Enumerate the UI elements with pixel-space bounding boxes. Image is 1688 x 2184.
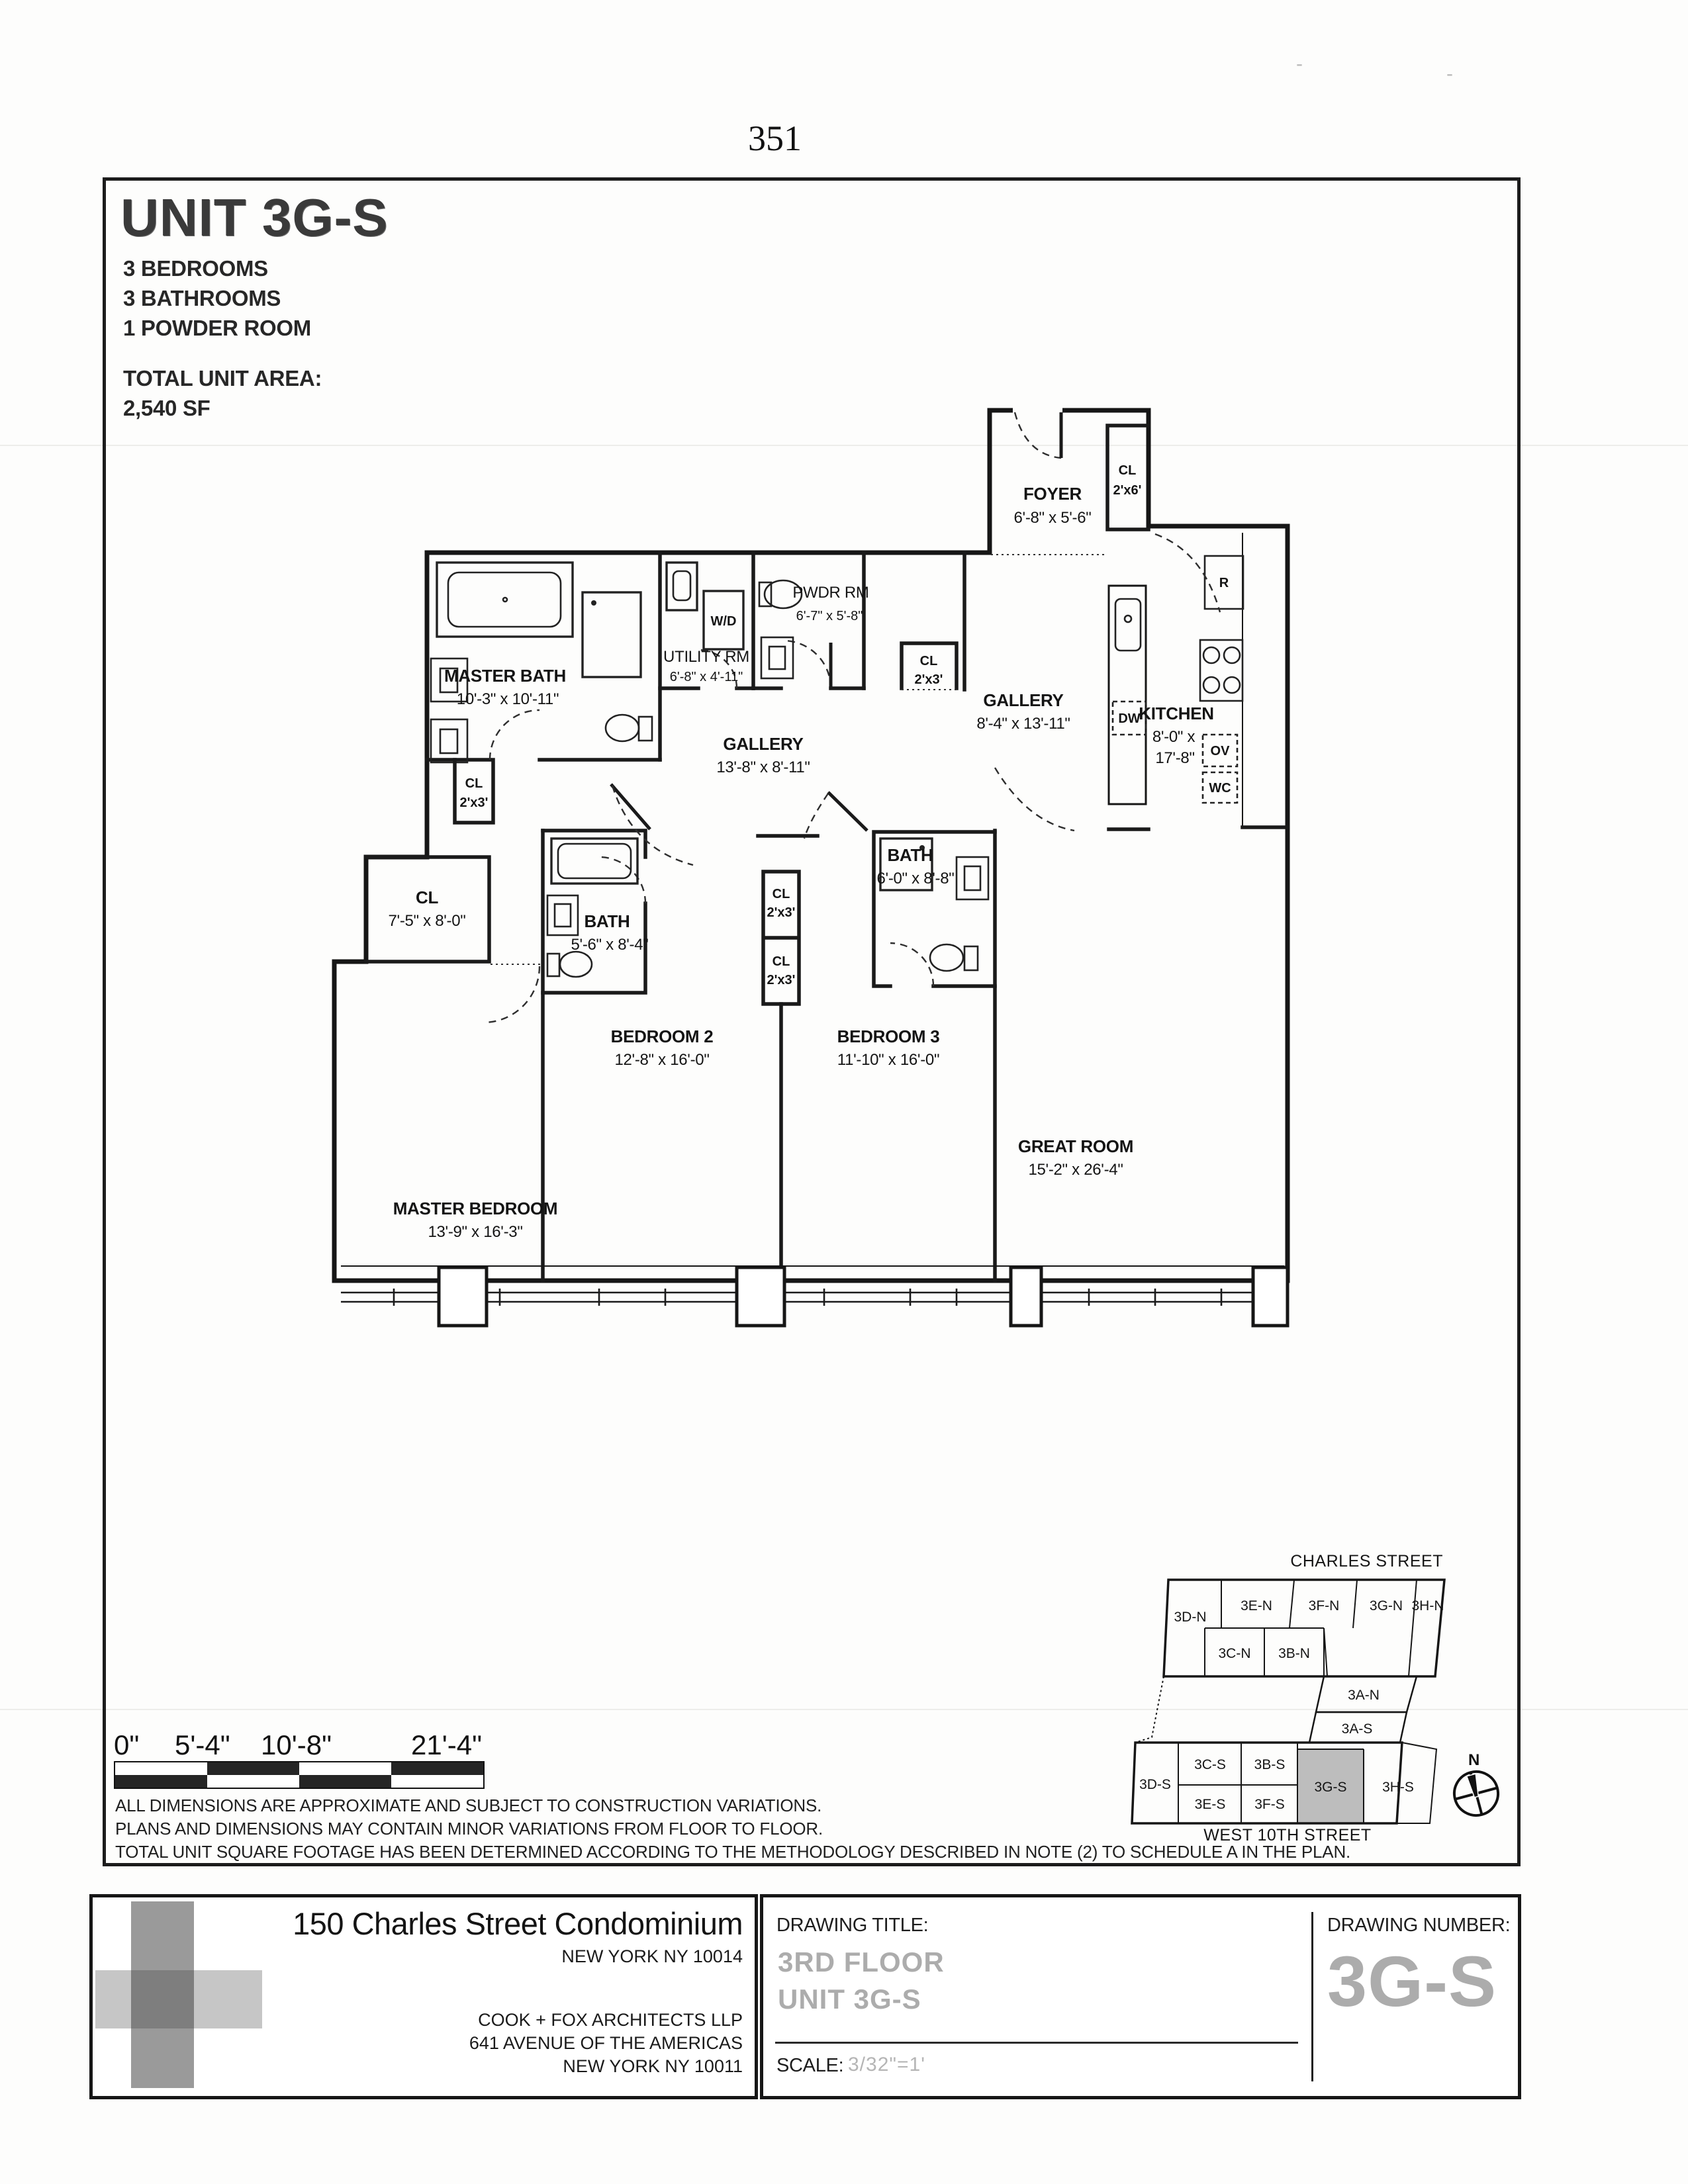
room-dims-bedroom3: 11'-10" x 16'-0"	[837, 1051, 940, 1069]
logo-cross-center	[131, 1970, 194, 2028]
room-dims-utility: 6'-8" x 4'-11"	[669, 670, 743, 684]
room-dims-foyer-cl: 2'x6'	[1113, 483, 1142, 498]
room-dims-bedroom2: 12'-8" x 16'-0"	[614, 1051, 710, 1069]
structural-column	[439, 1267, 487, 1326]
room-dims-gallery-e: 8'-4" x 13'-11"	[976, 715, 1070, 733]
range-burner	[1203, 677, 1219, 693]
compass-rose-icon	[1450, 1767, 1503, 1821]
room-dims-pwdr-cl: 2'x3'	[914, 672, 943, 687]
room-label-gallery-e: GALLERY	[983, 690, 1064, 710]
room-label-utility: UTILITY RM	[663, 648, 749, 666]
drawing-title-line2: UNIT 3G-S	[778, 1983, 921, 2015]
room-label-bath3: BATH	[887, 845, 933, 865]
master-bath-toilet	[606, 715, 639, 741]
room-dims-master-bath: 10'-3" x 10'-11"	[456, 690, 559, 708]
key-unit-3e-n: 3E-N	[1241, 1598, 1272, 1614]
room-label-mb-cl: CL	[465, 776, 483, 791]
bath3-sink-basin	[964, 866, 980, 890]
scale-tick-1: 5'-4"	[175, 1729, 230, 1760]
structural-column	[1011, 1267, 1041, 1326]
room-dims-gallery-w: 13'-8" x 8'-11"	[716, 758, 810, 776]
key-unit-3c-n: 3C-N	[1218, 1646, 1251, 1661]
master-bath-tub	[437, 563, 573, 637]
room-label-master-bath: MASTER BATH	[444, 666, 566, 686]
architect-city: NEW YORK NY 10011	[563, 2056, 743, 2076]
wine-cooler-label: WC	[1209, 781, 1231, 796]
scale-bar-ticks	[114, 1727, 482, 1761]
room-label-foyer: FOYER	[1023, 484, 1082, 504]
unit-outer-walls	[334, 410, 1288, 1281]
room-dims-mb-cl: 2'x3'	[459, 796, 489, 810]
pwdr-door-arc	[783, 641, 831, 688]
key-plan-upper-dividers	[1205, 1580, 1417, 1676]
entry-door-arc	[1015, 412, 1061, 458]
scale-tick-3: 21'-4"	[411, 1729, 482, 1760]
scale-bar	[114, 1727, 482, 1789]
unit-spec-bedrooms: 3 BEDROOMS	[123, 256, 268, 281]
master-bath-tub-drain	[503, 598, 507, 602]
bath3-toilet	[930, 944, 963, 971]
room-label-hall-cl-bottom: CL	[772, 954, 790, 969]
unit-title: UNIT 3G-S	[120, 188, 389, 247]
room-dims-great-room: 15'-2" x 26'-4"	[1028, 1161, 1123, 1179]
shower-head-icon	[591, 600, 596, 606]
master-bath-toilet-tank	[639, 717, 652, 741]
room-label-hall-cl-top: CL	[772, 887, 790, 901]
key-unit-3f-s: 3F-S	[1254, 1797, 1285, 1812]
unit-spec-bathrooms: 3 BATHROOMS	[123, 286, 281, 310]
scale-label: SCALE:	[776, 2055, 844, 2076]
room-dims-hall-cl-top: 2'x3'	[767, 905, 796, 920]
master-bath-shower	[583, 592, 641, 677]
project-zip: NEW YORK NY 10014	[561, 1946, 743, 1966]
key-unit-3a-s: 3A-S	[1341, 1721, 1373, 1737]
washer-dryer-label: W/D	[710, 614, 737, 629]
room-label-great-room: GREAT ROOM	[1017, 1136, 1134, 1156]
room-label-bath2: BATH	[584, 911, 630, 931]
key-unit-3b-s: 3B-S	[1254, 1757, 1286, 1772]
key-unit-3b-n: 3B-N	[1278, 1646, 1310, 1661]
room-dims-foyer: 6'-8" x 5'-6"	[1013, 509, 1092, 527]
room-label-kitchen: KITCHEN	[1139, 704, 1214, 723]
plan-sheet-frame	[103, 177, 1521, 1866]
drawing-number-label: DRAWING NUMBER:	[1327, 1915, 1511, 1936]
scan-artifact-dash: -	[1446, 63, 1453, 85]
room-dims-kitchen-2: 17'-8"	[1155, 749, 1195, 767]
bath3-toilet-tank	[964, 946, 978, 970]
room-dims-master-bedroom: 13'-9" x 16'-3"	[428, 1223, 523, 1241]
great-room-entry-arc	[995, 768, 1074, 831]
bath2-sink-basin	[555, 904, 571, 927]
compass-north-label: N	[1468, 1751, 1480, 1769]
room-label-pwdr-cl: CL	[919, 654, 938, 668]
scale-tick-2: 10'-8"	[261, 1729, 332, 1760]
unit-area-value: 2,540 SF	[123, 396, 211, 420]
room-label-big-cl: CL	[415, 887, 439, 907]
big-closet-walls	[366, 857, 489, 962]
note-line-2: PLANS AND DIMENSIONS MAY CONTAIN MINOR VARIATIONS FROM FLOOR TO FLOOR.	[115, 1819, 823, 1839]
master-bath-tub-inner	[448, 572, 561, 627]
key-plan-dotted-boundary	[1135, 1676, 1164, 1743]
architect-address	[469, 2009, 743, 2078]
bath2-sink	[547, 895, 578, 935]
note-line-1: ALL DIMENSIONS ARE APPROXIMATE AND SUBJECT TO CONSTRUCTION VARIATIONS.	[115, 1796, 822, 1815]
bath2-toilet	[560, 952, 592, 977]
title-block-project	[89, 1894, 758, 2099]
key-plan-street-top: CHARLES STREET	[1290, 1552, 1443, 1570]
architect-name: COOK + FOX ARCHITECTS LLP	[478, 2010, 743, 2030]
key-unit-3g-n: 3G-N	[1369, 1598, 1403, 1614]
kitchen-bottom-walls	[1109, 827, 1288, 829]
room-label-bedroom3: BEDROOM 3	[837, 1026, 940, 1046]
room-label-bedroom2: BEDROOM 2	[610, 1026, 714, 1046]
bedroom3-door-arc	[804, 794, 828, 839]
title-block-divider-line	[775, 2042, 1298, 2044]
master-bedroom-door-arc	[485, 966, 539, 1023]
key-unit-3d-s: 3D-S	[1139, 1777, 1171, 1792]
bath2-tub-inner	[558, 844, 631, 878]
key-unit-3e-s: 3E-S	[1194, 1797, 1226, 1812]
bath3-sink	[957, 857, 988, 899]
title-block-vertical-divider	[1311, 1912, 1313, 2081]
room-label-master-bedroom: MASTER BEDROOM	[393, 1199, 558, 1218]
key-unit-3g-s-highlighted: 3G-S	[1314, 1780, 1347, 1795]
range-burner	[1224, 677, 1240, 693]
pwdr-sink	[761, 637, 793, 678]
room-label-gallery-w: GALLERY	[723, 734, 804, 754]
title-block-drawing	[760, 1894, 1521, 2099]
key-unit-3c-s: 3C-S	[1194, 1757, 1226, 1772]
structural-column	[737, 1267, 784, 1326]
master-bath-sink-2-basin	[440, 729, 457, 753]
bath3-door-arc	[890, 943, 933, 986]
refrigerator-label: R	[1219, 576, 1229, 590]
bath2-toilet-tank	[547, 954, 559, 976]
note-line-3: TOTAL UNIT SQUARE FOOTAGE HAS BEEN DETERMINED ACCORDING TO THE METHODOLOGY DESCRIBED IN NOTE (2) TO SCHEDULE A IN THE PLAN.	[115, 1842, 1351, 1862]
room-dims-bath2: 5'-6" x 8'-4"	[571, 936, 649, 954]
room-dims-kitchen-1: 8'-0" x	[1152, 728, 1196, 746]
unit-spec-powder: 1 POWDER ROOM	[123, 316, 311, 340]
room-dims-pwdr: 6'-7" x 5'-8"	[796, 609, 863, 623]
page-number: 351	[748, 118, 802, 158]
masterbath-door-arc	[490, 710, 539, 760]
utility-sink-basin	[673, 571, 690, 600]
scale-tick-0: 0"	[114, 1729, 140, 1760]
drawing-title-line1: 3RD FLOOR	[778, 1946, 945, 1978]
kitchen-door-arc	[1155, 534, 1220, 612]
structural-column	[1253, 1267, 1288, 1326]
range-burner	[1224, 647, 1240, 663]
key-unit-3h-s: 3H-S	[1382, 1780, 1414, 1795]
room-dims-big-cl: 7'-5" x 8'-0"	[388, 912, 466, 930]
key-unit-3h-n: 3H-N	[1411, 1598, 1444, 1614]
range-burner	[1203, 647, 1219, 663]
architect-street: 641 AVENUE OF THE AMERICAS	[469, 2033, 743, 2053]
kitchen-island-sink	[1115, 599, 1141, 651]
kitchen-sink-faucet	[1125, 615, 1131, 622]
key-unit-3a-n: 3A-N	[1348, 1688, 1380, 1703]
dishwasher-label: DW	[1118, 711, 1141, 726]
key-unit-3d-n: 3D-N	[1174, 1610, 1207, 1625]
window-mullions	[394, 1289, 1221, 1306]
room-dims-bath3: 6'-0" x 8'-8"	[876, 870, 955, 887]
scan-artifact-dash: -	[1296, 53, 1303, 75]
oven-label: OV	[1210, 744, 1230, 758]
utility-sink	[667, 563, 697, 610]
bedroom3-door-leaf	[828, 792, 867, 831]
room-dims-hall-cl-bottom: 2'x3'	[767, 973, 796, 987]
room-label-pwdr: PWDR RM	[792, 584, 869, 602]
scale-bar-graphic	[114, 1761, 485, 1789]
mb-closet-walls	[455, 760, 493, 823]
master-bath-sink-2	[431, 719, 467, 762]
project-name: 150 Charles Street Condominium	[293, 1906, 743, 1941]
pwdr-sink-basin	[769, 647, 785, 669]
key-plan-street-bottom: WEST 10TH STREET	[1203, 1826, 1372, 1843]
room-label-foyer-cl: CL	[1118, 463, 1137, 478]
bath2-tub	[551, 839, 637, 884]
key-unit-3f-n: 3F-N	[1308, 1598, 1340, 1614]
drawing-number-value: 3G-S	[1327, 1941, 1497, 2021]
drawing-title-label: DRAWING TITLE:	[776, 1915, 929, 1936]
unit-area-label: TOTAL UNIT AREA:	[123, 366, 322, 390]
scale-value: 3/32"=1'	[848, 2054, 925, 2075]
plan-notes	[115, 1794, 1350, 1864]
floor-plan-drawing	[295, 394, 1301, 1334]
